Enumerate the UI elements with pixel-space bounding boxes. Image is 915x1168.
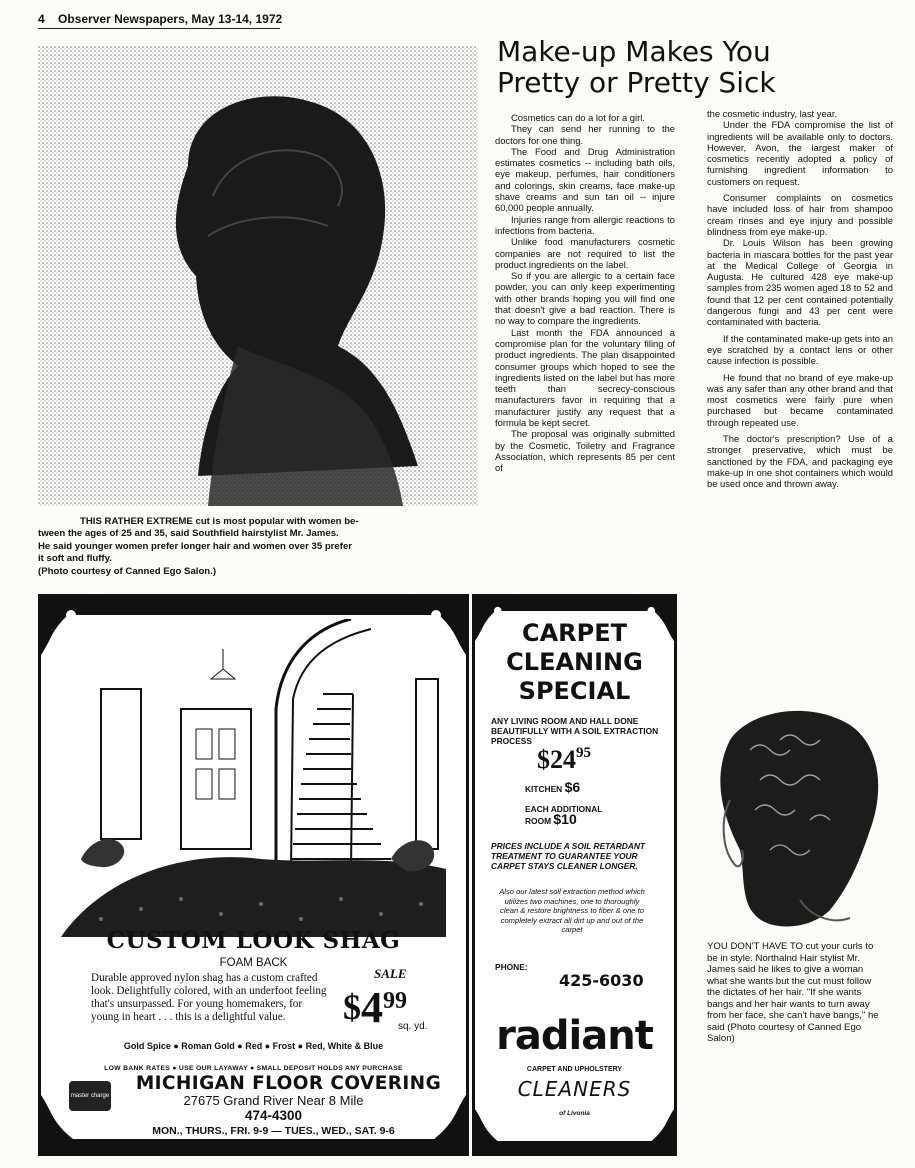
caption-line: tween the ages of 25 and 35, said Southfield hairstylist Mr. James. <box>38 528 339 540</box>
paragraph: Last month the FDA announced a compromise plan for the voluntary filing of product ingredients. The plan disappointed consumer groups which hoped to see the ingredients listed on the label but has more teeth than secrecy-conscious manufacturers favor in requiring that a manufacturer justify any request that a formula be kept secret. <box>495 326 675 429</box>
method-note: Also our latest soil extraction method which utilizes two machines, one to thoroughly clean & restore brightness to fiber & one to completely extract all dirt up and out of the carpet <box>499 887 645 935</box>
price-main: $24 <box>537 745 576 774</box>
paragraph: So if you are allergic to a certain face powder, you can only keep experimenting with other brands hoping you will find one that doesn't give a bad reaction. There is no way to compare the ingredients. <box>495 270 675 327</box>
paragraph: The Food and Drug Administration estimates cosmetics -- including bath oils, eye makeup, perfumes, hair conditioners and colorings, skin creams, face make-up shave creams and sun tan oil -- injure 60,000 people annually. <box>495 145 675 214</box>
store-terms: LOW BANK RATES ● USE OUR LAYAWAY ● SMALL DEPOSIT HOLDS ANY PURCHASE <box>104 1065 403 1072</box>
retardant-note: PRICES INCLUDE A SOIL RETARDANT TREATMENT TO GUARANTEE YOUR CARPET STAYS CLEANER LONGER. <box>491 841 646 871</box>
page-number: 4 <box>38 12 45 26</box>
each-room-label: EACH ADDITIONAL <box>525 804 603 814</box>
paragraph: Consumer complaints on cosmetics have included loss of hair from shampoo cream rinses and eye injury and possible blindness from eye make-up. <box>707 192 893 237</box>
store-hours: MON., THURS., FRI. 9-9 — TUES., WED., SAT. 9-6 <box>152 1125 395 1137</box>
photo-caption-left <box>38 516 478 578</box>
ad-border-top <box>41 597 466 615</box>
header-rule <box>38 28 280 29</box>
ad-headline-1: CARPET <box>521 619 628 647</box>
paragraph: He found that no brand of eye make-up was any safer than any other brand and that most cosmetics were fairly pure when purchased but became contaminated through repeated use. <box>707 371 893 428</box>
kitchen-label: KITCHEN <box>525 784 563 794</box>
price-whole: 4 <box>361 983 383 1032</box>
kitchen-price: $6 <box>564 779 581 795</box>
paragraph: The proposal was originally submitted by the Cosmetic, Toiletry and Fragrance Association, which represents 85 per cent of <box>495 428 675 474</box>
paragraph: If the contaminated make-up gets into an eye scratched by a contact lens or other cause infection is possible. <box>707 332 893 367</box>
page-header <box>38 12 282 26</box>
kitchen-line <box>525 779 685 795</box>
ad-headline-2: CLEANING <box>506 648 643 676</box>
ad-headline: CUSTOM LOOK SHAG <box>106 927 401 954</box>
paragraph: Cosmetics can do a lot for a girl. <box>511 112 645 123</box>
ad-subhead: FOAM BACK <box>219 957 288 969</box>
store-phone: 474-4300 <box>244 1108 303 1123</box>
paragraph: Under the FDA compromise the list of ingredients will be available only to doctors. However, Avon, the largest maker of cosmetics recently adopted a policy of furnishing ingredient information to customers on request. <box>707 119 893 187</box>
paragraph: The doctor's prescription? Use of a stronger preservative, which must be sanctioned by the FDA, and packaging eye make-up in one shot containers which would be used once and thrown away. <box>707 433 893 490</box>
brand-logo: radiant <box>496 1013 653 1059</box>
paragraph: Injuries range from allergic reactions to infections from bacteria. <box>495 213 675 236</box>
caption-line: He said younger women prefer longer hair and women over 35 prefer <box>38 540 353 552</box>
phone-label: PHONE: <box>495 962 528 972</box>
caption-line: it soft and fluffy. <box>38 553 112 565</box>
headline-line-2: Pretty or Pretty Sick <box>497 66 776 99</box>
shag-carpet-ad <box>38 594 469 1156</box>
curly-hair-photo <box>700 700 885 932</box>
ad-border-bottom <box>41 1139 466 1153</box>
offer-text: ANY LIVING ROOM AND HALL DONE BEAUTIFULLY WITH A SOIL EXTRACTION PROCESS <box>491 716 659 746</box>
price-cents: 99 <box>383 988 407 1014</box>
store-name: MICHIGAN FLOOR COVERING <box>135 1073 442 1094</box>
price-unit: sq. yd. <box>398 1021 428 1032</box>
article-headline <box>497 36 897 98</box>
price-cents: 95 <box>576 745 591 761</box>
brand-location: of Livonia <box>559 1110 590 1117</box>
sale-label: SALE <box>374 966 407 981</box>
room-price: $10 <box>553 811 577 827</box>
color-options: Gold Spice ● Roman Gold ● Red ● Frost ● Red, White & Blue <box>123 1041 384 1051</box>
room-label: ROOM <box>525 816 552 826</box>
publication-line: Observer Newspapers, May 13-14, 1972 <box>58 12 283 26</box>
master-charge-logo: master charge <box>69 1081 111 1111</box>
phone-number: 425-6030 <box>559 971 644 990</box>
paragraph-continued: the cosmetic industry, last year. <box>707 108 838 119</box>
price-dollar-sign: $ <box>343 987 361 1027</box>
caption-line: THIS RATHER EXTREME cut is most popular with women be- <box>80 516 359 527</box>
living-room-price <box>537 745 591 775</box>
caption-text: YOU DON'T HAVE TO cut your curls to be in style. Northalnd Hair stylist Mr. James said he likes to give a woman what she wants but the cut must follow the dictates of her hair. "If she wants bangs and her hair wants to turn away from her face, she can't have bangs," he said (Photo courtesy of Canned Ego Salon) <box>707 941 879 1044</box>
each-room-line <box>525 811 685 827</box>
staircase-illustration <box>61 619 446 937</box>
paragraph: Unlike food manufacturers cosmetic companies are not required to list the product ingredients on the label. <box>495 236 675 270</box>
article-column-1 <box>495 112 675 474</box>
ad-headline-3: SPECIAL <box>518 677 631 705</box>
brand-cleaners: CLEANERS <box>517 1077 632 1101</box>
ad-border-bottom <box>475 1141 674 1153</box>
photo-caption-right <box>707 941 883 1045</box>
short-hair-photo <box>38 46 478 506</box>
caption-credit: (Photo courtesy of Canned Ego Salon.) <box>38 565 217 577</box>
store-address: 27675 Grand River Near 8 Mile <box>183 1093 364 1108</box>
headline-line-1: Make-up Makes You <box>497 35 771 68</box>
paragraph: Dr. Louis Wilson has been growing bacteria in mascara bottles for the past year at the Medical College of Georgia in Augusta. He cultured 428 eye make-up samples from 235 women aged 18 to 52 and found that 12 per cent contained potentially dangerous fungi and 43 per cent were contaminated with bacteria. <box>707 237 893 328</box>
article-column-2 <box>707 108 893 490</box>
brand-subtitle: CARPET AND UPHOLSTERY <box>526 1066 623 1073</box>
paragraph: They can send her running to the doctors for one thing. <box>495 123 675 146</box>
carpet-cleaning-ad <box>472 594 677 1156</box>
ad-body-copy: Durable approved nylon shag has a custom crafted look. Delightfully colored, with an underfoot feeling that's unsurpassed. For young homemakers, for young in heart . . . this is a delightful value. <box>91 972 327 1023</box>
